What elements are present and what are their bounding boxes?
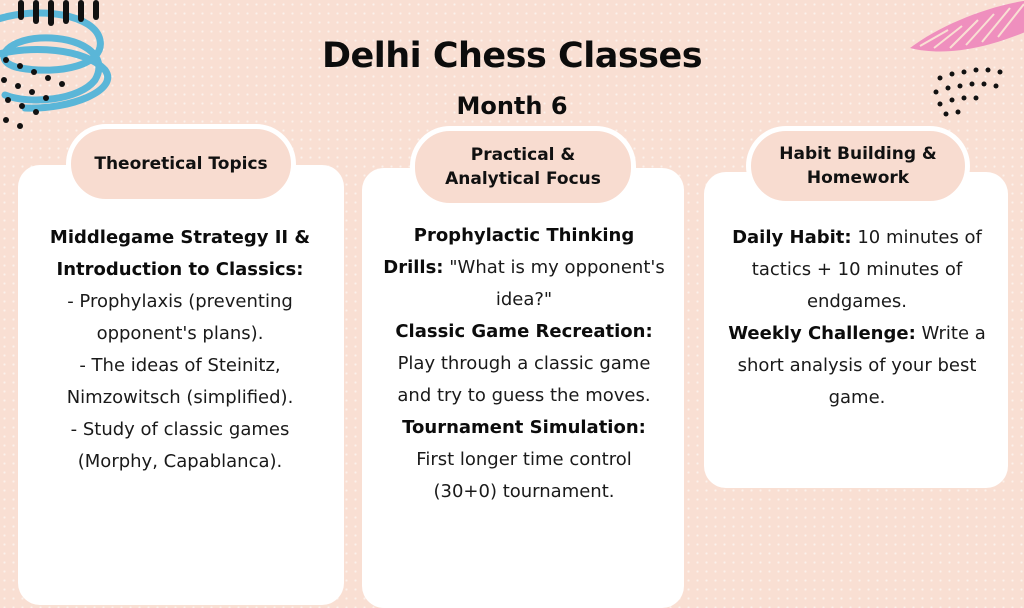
item-text: 10 minutes of tactics + 10 minutes of endgames. xyxy=(751,227,982,312)
topic-line: - Study of classic games (Morphy, Capablanca). xyxy=(70,419,290,472)
item-label: Daily Habit: xyxy=(732,227,852,248)
habit-building-body xyxy=(726,222,988,414)
heading-text: Habit Building & xyxy=(779,144,937,164)
theoretical-topics-heading xyxy=(66,124,296,204)
page-title: Delhi Chess Classes xyxy=(321,36,703,76)
item-label: Classic Game Recreation: xyxy=(395,321,653,342)
heading-text: Homework xyxy=(806,168,910,188)
page-subtitle: Month 6 xyxy=(456,92,568,120)
item-label: Prophylactic Thinking Drills: xyxy=(383,225,635,278)
practical-focus-heading xyxy=(410,126,636,208)
habit-building-heading xyxy=(746,126,970,206)
heading-text: Theoretical Topics xyxy=(94,154,268,174)
heading-text: Practical & xyxy=(470,145,576,165)
item-text: "What is my opponent's idea?" xyxy=(449,257,665,310)
topic-line: - The ideas of Steinitz, Nimzowitsch (simplified). xyxy=(66,355,294,408)
item-label: Tournament Simulation: xyxy=(402,417,646,438)
topic-line: - Prophylaxis (preventing opponent's plans). xyxy=(67,291,293,344)
item-label: Weekly Challenge: xyxy=(728,323,916,344)
heading-text: Analytical Focus xyxy=(445,169,601,189)
theoretical-topics-body xyxy=(30,222,330,478)
section-lead: Middlegame Strategy II & Introduction to Classics: xyxy=(49,227,311,280)
item-text: First longer time control (30+0) tournament. xyxy=(416,449,632,502)
item-text: Write a short analysis of your best game. xyxy=(737,323,986,408)
practical-focus-body xyxy=(382,220,666,508)
item-text: Play through a classic game and try to guess the moves. xyxy=(397,353,651,406)
